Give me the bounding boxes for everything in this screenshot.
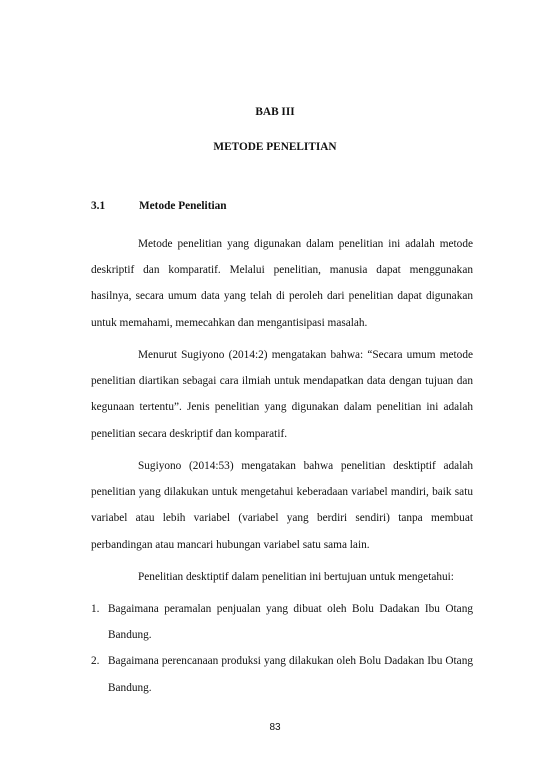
list-marker: 1. — [91, 603, 100, 615]
section-title: Metode Penelitian — [139, 200, 227, 212]
chapter-label: BAB III — [255, 106, 295, 118]
chapter-title: METODE PENELITIAN — [213, 141, 337, 153]
paragraph-3: Sugiyono (2014:53) mengatakan bahwa penelitian desktiptif adalah penelitian yang dilakukan untuk mengetahui keberadaan variabel mandiri, baik satu variabel atau lebih variabel (variabel yang berdiri sendiri) tanpa membuat perbandingan atau mancari hubungan variabel satu sama lain. — [91, 460, 473, 551]
list-item — [91, 648, 473, 700]
list-item-text: Bagaimana perencanaan produksi yang dilakukan oleh Bolu Dadakan Ibu Otang Bandung. — [108, 655, 473, 694]
section-heading — [91, 200, 227, 212]
section-number: 3.1 — [91, 200, 106, 212]
paragraph-1: Metode penelitian yang digunakan dalam penelitian ini adalah metode deskriptif dan komparatif. Melalui penelitian, manusia dapat menggunakan hasilnya, secara umum data yang telah di peroleh dari penelitian dapat digunakan untuk memahami, memecahkan dan mengantisipasi masalah. — [91, 238, 473, 329]
page-number: 83 — [269, 722, 281, 733]
paragraph-4: Penelitian desktiptif dalam penelitian ini bertujuan untuk mengetahui: — [138, 571, 454, 583]
list-item — [91, 596, 473, 648]
list-item-text: Bagaimana peramalan penjualan yang dibuat oleh Bolu Dadakan Ibu Otang Bandung. — [108, 603, 473, 642]
paragraph-2: Menurut Sugiyono (2014:2) mengatakan bahwa: “Secara umum metode penelitian diartikan sebagai cara ilmiah untuk mendapatkan data dengan tujuan dan kegunaan tertentu”. Jenis penelitian yang digunakan dalam penelitian ini adalah penelitian secara deskriptif dan komparatif. — [91, 349, 473, 440]
objectives-list — [91, 596, 473, 701]
list-marker: 2. — [91, 655, 100, 668]
